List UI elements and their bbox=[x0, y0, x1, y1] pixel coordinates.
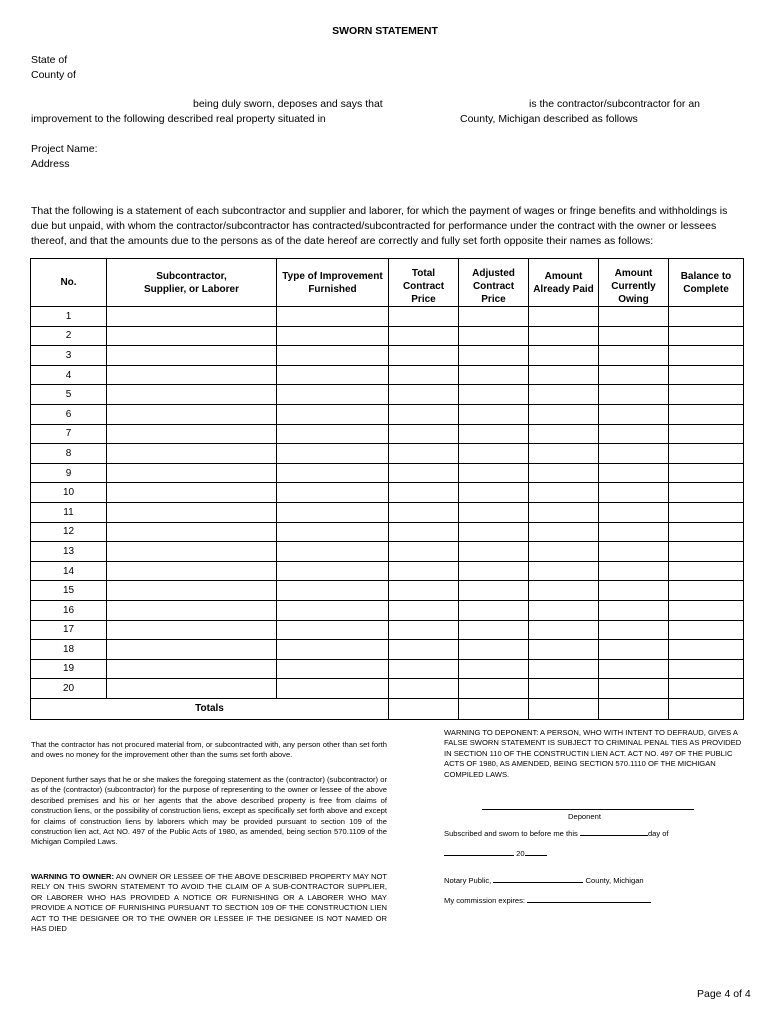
table-cell[interactable] bbox=[389, 483, 459, 503]
col-header-improvement-type bbox=[277, 259, 389, 307]
table-cell[interactable] bbox=[389, 561, 459, 581]
table-cell[interactable] bbox=[389, 326, 459, 346]
table-cell[interactable] bbox=[529, 463, 599, 483]
table-cell[interactable] bbox=[529, 307, 599, 327]
sworn-statement-table bbox=[30, 258, 744, 720]
table-cell[interactable] bbox=[277, 444, 389, 464]
table-cell[interactable] bbox=[107, 581, 277, 601]
row-number: 1 bbox=[31, 307, 107, 327]
table-cell[interactable] bbox=[599, 424, 669, 444]
warning-to-owner-text: AN OWNER OR LESSEE OF THE ABOVE DESCRIBED PROPERTY MAY NOT RELY ON THIS SWORN STATEMENT TO AVOID THE CLAIM OF A SUB-CONTRACTOR SUPPLIER, OR LABORER WHO HAS PROVIDED A NOTICE OR FURNISHING OR A LABORER WHO MAY PROVIDE A NOTICE OF FURNISHING PURSUANT TO SECTION 109 OF THE CONSTRUCTION LIEN ACT TO THE DESIGNEE OR TO THE OWNER OR LESSEE IF THE DESIGNEE IS NOT NAMED OR HAS DIED bbox=[31, 872, 387, 934]
table-cell[interactable] bbox=[389, 679, 459, 699]
table-cell[interactable] bbox=[459, 463, 529, 483]
table-cell[interactable] bbox=[529, 542, 599, 562]
table-cell[interactable] bbox=[277, 561, 389, 581]
table-cell[interactable] bbox=[599, 404, 669, 424]
table-row bbox=[31, 502, 744, 522]
notary-suffix: County, Michigan bbox=[585, 876, 644, 885]
table-cell[interactable] bbox=[599, 581, 669, 601]
warning-to-deponent-paragraph: WARNING TO DEPONENT: A PERSON, WHO WITH INTENT TO DEFRAUD, GIVES A FALSE SWORN STATEMENT IS SUBJECT TO CRIMINAL PENAL TIES AS PROVIDED IN SECTION 110 OF THE CONSTRUCTIN LIEN ACT. ACT NO. 497 OF THE PUBLIC ACTS OF 1980, AS AMENDED, BEING SECTION 570.1110 OF THE MICHIGAN COMPILED LAWS. bbox=[444, 728, 742, 779]
table-cell[interactable] bbox=[107, 640, 277, 660]
table-cell[interactable] bbox=[389, 424, 459, 444]
row-number: 4 bbox=[31, 365, 107, 385]
table-row bbox=[31, 365, 744, 385]
statement-paragraph: That the following is a statement of each subcontractor and supplier and laborer, for which the payment of wages or fringe benefits and withholdings is due but unpaid, with whom the contractor/subcontractor has contracted/subcontracted for performance under the contract with the owner or lessees thereof, and that the amounts due to the persons as of the date hereof are correctly and fully set forth opposite their names as follows: bbox=[31, 205, 728, 247]
table-row bbox=[31, 404, 744, 424]
table-cell[interactable] bbox=[529, 581, 599, 601]
table-cell[interactable] bbox=[389, 542, 459, 562]
table-row bbox=[31, 346, 744, 366]
year-line bbox=[444, 849, 547, 859]
subscribed-line bbox=[444, 829, 669, 839]
commission-expires-field[interactable] bbox=[527, 901, 651, 903]
table-cell[interactable] bbox=[669, 620, 744, 640]
table-cell[interactable] bbox=[529, 483, 599, 503]
table-cell[interactable] bbox=[669, 365, 744, 385]
table-cell[interactable] bbox=[277, 365, 389, 385]
subscribed-suffix: day of bbox=[647, 829, 669, 838]
table-cell[interactable] bbox=[389, 346, 459, 366]
notary-line bbox=[444, 876, 644, 886]
table-cell[interactable] bbox=[529, 640, 599, 660]
table-cell[interactable] bbox=[599, 385, 669, 405]
table-cell[interactable] bbox=[459, 346, 529, 366]
table-cell[interactable] bbox=[599, 640, 669, 660]
table-cell[interactable] bbox=[529, 385, 599, 405]
table-cell[interactable] bbox=[389, 600, 459, 620]
table-cell[interactable] bbox=[529, 404, 599, 424]
notary-county-field[interactable] bbox=[493, 881, 583, 883]
table-cell[interactable] bbox=[669, 326, 744, 346]
table-row bbox=[31, 561, 744, 581]
table-cell[interactable] bbox=[529, 502, 599, 522]
table-cell[interactable] bbox=[389, 463, 459, 483]
table-cell[interactable] bbox=[107, 404, 277, 424]
state-label: State of bbox=[31, 54, 68, 66]
deposes-text: being duly sworn, deposes and says that bbox=[193, 98, 383, 110]
commission-label: My commission expires: bbox=[444, 896, 526, 905]
table-cell[interactable] bbox=[459, 600, 529, 620]
table-cell[interactable] bbox=[669, 424, 744, 444]
table-cell[interactable] bbox=[599, 483, 669, 503]
row-number: 14 bbox=[31, 561, 107, 581]
table-row bbox=[31, 542, 744, 562]
year-month-field[interactable] bbox=[444, 854, 514, 856]
warning-to-owner-label: WARNING TO OWNER: bbox=[31, 872, 115, 881]
totals-row bbox=[31, 698, 744, 719]
table-cell[interactable] bbox=[529, 522, 599, 542]
table-row bbox=[31, 640, 744, 660]
table-cell[interactable] bbox=[277, 640, 389, 660]
deponent-signature-line[interactable] bbox=[482, 809, 694, 810]
table-cell[interactable] bbox=[107, 307, 277, 327]
subscribed-prefix: Subscribed and sworn to before me this bbox=[444, 829, 578, 838]
table-cell[interactable] bbox=[669, 346, 744, 366]
row-number: 19 bbox=[31, 659, 107, 679]
table-cell[interactable] bbox=[529, 600, 599, 620]
table-cell[interactable] bbox=[459, 404, 529, 424]
table-cell[interactable] bbox=[459, 581, 529, 601]
col-header-amount-currently-owing bbox=[599, 259, 669, 307]
col-header-balance-to-complete-label: Balance to Complete bbox=[680, 270, 732, 295]
row-number: 8 bbox=[31, 444, 107, 464]
row-number: 12 bbox=[31, 522, 107, 542]
totals-cell[interactable] bbox=[599, 698, 669, 719]
col-header-subcontractor bbox=[107, 259, 277, 307]
table-cell[interactable] bbox=[389, 404, 459, 424]
table-cell[interactable] bbox=[459, 542, 529, 562]
table-cell[interactable] bbox=[669, 307, 744, 327]
table-cell[interactable] bbox=[529, 326, 599, 346]
table-cell[interactable] bbox=[459, 365, 529, 385]
col-header-amount-already-paid bbox=[529, 259, 599, 307]
table-cell[interactable] bbox=[107, 326, 277, 346]
table-cell[interactable] bbox=[389, 307, 459, 327]
totals-cell[interactable] bbox=[529, 698, 599, 719]
table-cell[interactable] bbox=[529, 659, 599, 679]
page-number: Page 4 of 4 bbox=[697, 988, 751, 1000]
row-number: 20 bbox=[31, 679, 107, 699]
county-label: County of bbox=[31, 69, 76, 81]
table-row bbox=[31, 307, 744, 327]
table-cell[interactable] bbox=[107, 620, 277, 640]
table-cell[interactable] bbox=[669, 502, 744, 522]
no-other-contracts-paragraph: That the contractor has not procured material from, or subcontracted with, any person other than set forth and owes no money for the improvement other than the sums set forth above. bbox=[31, 740, 387, 760]
table-cell[interactable] bbox=[459, 640, 529, 660]
table-cell[interactable] bbox=[107, 561, 277, 581]
table-cell[interactable] bbox=[459, 483, 529, 503]
table-cell[interactable] bbox=[389, 581, 459, 601]
table-cell[interactable] bbox=[599, 542, 669, 562]
table-cell[interactable] bbox=[459, 522, 529, 542]
table-cell[interactable] bbox=[107, 463, 277, 483]
table-cell[interactable] bbox=[459, 307, 529, 327]
table-cell[interactable] bbox=[277, 659, 389, 679]
address-label: Address bbox=[31, 158, 70, 170]
table-cell[interactable] bbox=[669, 385, 744, 405]
table-cell[interactable] bbox=[107, 659, 277, 679]
table-cell[interactable] bbox=[669, 659, 744, 679]
table-cell[interactable] bbox=[599, 326, 669, 346]
table-cell[interactable] bbox=[529, 679, 599, 699]
table-row bbox=[31, 659, 744, 679]
table-cell[interactable] bbox=[277, 581, 389, 601]
table-cell[interactable] bbox=[107, 600, 277, 620]
table-cell[interactable] bbox=[669, 640, 744, 660]
table-cell[interactable] bbox=[599, 463, 669, 483]
table-cell[interactable] bbox=[669, 542, 744, 562]
table-cell[interactable] bbox=[529, 444, 599, 464]
table-cell[interactable] bbox=[459, 444, 529, 464]
col-header-total-contract-price bbox=[389, 259, 459, 307]
table-cell[interactable] bbox=[599, 365, 669, 385]
table-cell[interactable] bbox=[277, 502, 389, 522]
table-cell[interactable] bbox=[107, 542, 277, 562]
table-cell[interactable] bbox=[277, 542, 389, 562]
table-cell[interactable] bbox=[599, 561, 669, 581]
col-header-improvement-type-label: Type of Improvement Furnished bbox=[282, 270, 383, 295]
table-cell[interactable] bbox=[529, 346, 599, 366]
table-cell[interactable] bbox=[529, 620, 599, 640]
table-cell[interactable] bbox=[529, 561, 599, 581]
table-cell[interactable] bbox=[459, 620, 529, 640]
table-row bbox=[31, 463, 744, 483]
table-cell[interactable] bbox=[389, 659, 459, 679]
col-header-amount-currently-owing-label: Amount Currently Owing bbox=[611, 268, 656, 305]
table-cell[interactable] bbox=[277, 307, 389, 327]
table-cell[interactable] bbox=[277, 424, 389, 444]
table-cell[interactable] bbox=[389, 385, 459, 405]
col-header-adjusted-contract-price-label: Adjusted Contract Price bbox=[472, 268, 515, 305]
col-header-balance-to-complete bbox=[669, 259, 744, 307]
table-cell[interactable] bbox=[107, 365, 277, 385]
table-row bbox=[31, 522, 744, 542]
table-cell[interactable] bbox=[669, 463, 744, 483]
table-cell[interactable] bbox=[599, 502, 669, 522]
deponent-further-says-paragraph: Deponent further says that he or she makes the foregoing statement as the (contractor) (subcontractor) or as of the (contractor) (subcontractor) for the purpose of representing to the owner or lessee of the above described premises and his or her agents that the above described property is free from claims of construction liens, or the possibility of construction liens, except as specifically set forth above and except for claims of construction liens by laborers which may be provided pursuant to section 109 of the construction lien act, Act NO. 497 of the Public Acts of 1980, as amended, being section 570.1109 of the Michigan Compiled Laws. bbox=[31, 775, 387, 847]
row-number: 6 bbox=[31, 404, 107, 424]
table-row bbox=[31, 600, 744, 620]
table-cell[interactable] bbox=[107, 444, 277, 464]
subscribed-day-field[interactable] bbox=[580, 834, 648, 836]
table-row bbox=[31, 444, 744, 464]
row-number: 16 bbox=[31, 600, 107, 620]
commission-line bbox=[444, 896, 651, 906]
table-cell[interactable] bbox=[669, 600, 744, 620]
row-number: 7 bbox=[31, 424, 107, 444]
table-cell[interactable] bbox=[669, 522, 744, 542]
table-cell[interactable] bbox=[107, 385, 277, 405]
row-number: 10 bbox=[31, 483, 107, 503]
table-cell[interactable] bbox=[599, 659, 669, 679]
year-suffix-field[interactable] bbox=[525, 854, 547, 856]
table-cell[interactable] bbox=[277, 463, 389, 483]
col-header-adjusted-contract-price bbox=[459, 259, 529, 307]
col-header-subcontractor-label: Subcontractor, Supplier, or Laborer bbox=[143, 270, 240, 295]
table-cell[interactable] bbox=[459, 326, 529, 346]
table-cell[interactable] bbox=[669, 444, 744, 464]
table-cell[interactable] bbox=[389, 640, 459, 660]
table-cell[interactable] bbox=[459, 659, 529, 679]
table-cell[interactable] bbox=[107, 424, 277, 444]
table-row bbox=[31, 483, 744, 503]
deponent-label: Deponent bbox=[568, 812, 601, 821]
col-header-amount-already-paid-label: Amount Already Paid bbox=[533, 270, 594, 295]
table-cell[interactable] bbox=[459, 679, 529, 699]
table-cell[interactable] bbox=[107, 346, 277, 366]
totals-label: Totals bbox=[31, 698, 389, 719]
totals-cell[interactable] bbox=[389, 698, 459, 719]
row-number: 3 bbox=[31, 346, 107, 366]
table-cell[interactable] bbox=[669, 679, 744, 699]
row-number: 15 bbox=[31, 581, 107, 601]
table-cell[interactable] bbox=[277, 385, 389, 405]
table-cell[interactable] bbox=[389, 522, 459, 542]
warning-to-owner-paragraph bbox=[31, 872, 387, 934]
totals-cell[interactable] bbox=[669, 698, 744, 719]
year-text: 20 bbox=[516, 849, 525, 858]
table-cell[interactable] bbox=[599, 679, 669, 699]
table-cell[interactable] bbox=[599, 600, 669, 620]
table-cell[interactable] bbox=[277, 404, 389, 424]
contractor-role-text: is the contractor/subcontractor for an bbox=[529, 98, 700, 110]
table-cell[interactable] bbox=[599, 346, 669, 366]
table-cell[interactable] bbox=[277, 600, 389, 620]
project-name-label: Project Name: bbox=[31, 143, 98, 155]
table-cell[interactable] bbox=[529, 365, 599, 385]
document-title: SWORN STATEMENT bbox=[332, 25, 438, 37]
table-cell[interactable] bbox=[459, 502, 529, 522]
table-cell[interactable] bbox=[277, 346, 389, 366]
table-cell[interactable] bbox=[389, 365, 459, 385]
table-cell[interactable] bbox=[459, 424, 529, 444]
totals-cell[interactable] bbox=[459, 698, 529, 719]
county-michigan-text: County, Michigan described as follows bbox=[460, 113, 638, 125]
table-cell[interactable] bbox=[277, 326, 389, 346]
table-cell[interactable] bbox=[599, 307, 669, 327]
row-number: 17 bbox=[31, 620, 107, 640]
row-number: 11 bbox=[31, 502, 107, 522]
table-row bbox=[31, 581, 744, 601]
row-number: 18 bbox=[31, 640, 107, 660]
table-cell[interactable] bbox=[669, 483, 744, 503]
table-cell[interactable] bbox=[107, 522, 277, 542]
row-number: 2 bbox=[31, 326, 107, 346]
table-cell[interactable] bbox=[389, 620, 459, 640]
table-cell[interactable] bbox=[459, 385, 529, 405]
table-cell[interactable] bbox=[389, 444, 459, 464]
table-cell[interactable] bbox=[599, 522, 669, 542]
table-cell[interactable] bbox=[389, 502, 459, 522]
table-cell[interactable] bbox=[277, 522, 389, 542]
table-cell[interactable] bbox=[669, 404, 744, 424]
table-cell[interactable] bbox=[107, 679, 277, 699]
table-cell[interactable] bbox=[459, 561, 529, 581]
row-number: 5 bbox=[31, 385, 107, 405]
table-body bbox=[31, 307, 744, 720]
table-header-row bbox=[31, 259, 744, 307]
col-header-no: No. bbox=[31, 259, 107, 307]
table-cell[interactable] bbox=[529, 424, 599, 444]
notary-prefix: Notary Public, bbox=[444, 876, 492, 885]
table-cell[interactable] bbox=[277, 620, 389, 640]
table-cell[interactable] bbox=[599, 444, 669, 464]
table-cell[interactable] bbox=[599, 620, 669, 640]
table-cell[interactable] bbox=[669, 581, 744, 601]
property-situated-text: improvement to the following described real property situated in bbox=[31, 113, 326, 125]
table-row bbox=[31, 620, 744, 640]
table-cell[interactable] bbox=[277, 483, 389, 503]
row-number: 13 bbox=[31, 542, 107, 562]
table-cell[interactable] bbox=[107, 483, 277, 503]
table-cell[interactable] bbox=[669, 561, 744, 581]
table-row bbox=[31, 385, 744, 405]
col-header-total-contract-price-label: Total Contract Price bbox=[402, 268, 445, 305]
table-row bbox=[31, 326, 744, 346]
table-cell[interactable] bbox=[107, 502, 277, 522]
table-row bbox=[31, 424, 744, 444]
row-number: 9 bbox=[31, 463, 107, 483]
table-cell[interactable] bbox=[277, 679, 389, 699]
table-row bbox=[31, 679, 744, 699]
